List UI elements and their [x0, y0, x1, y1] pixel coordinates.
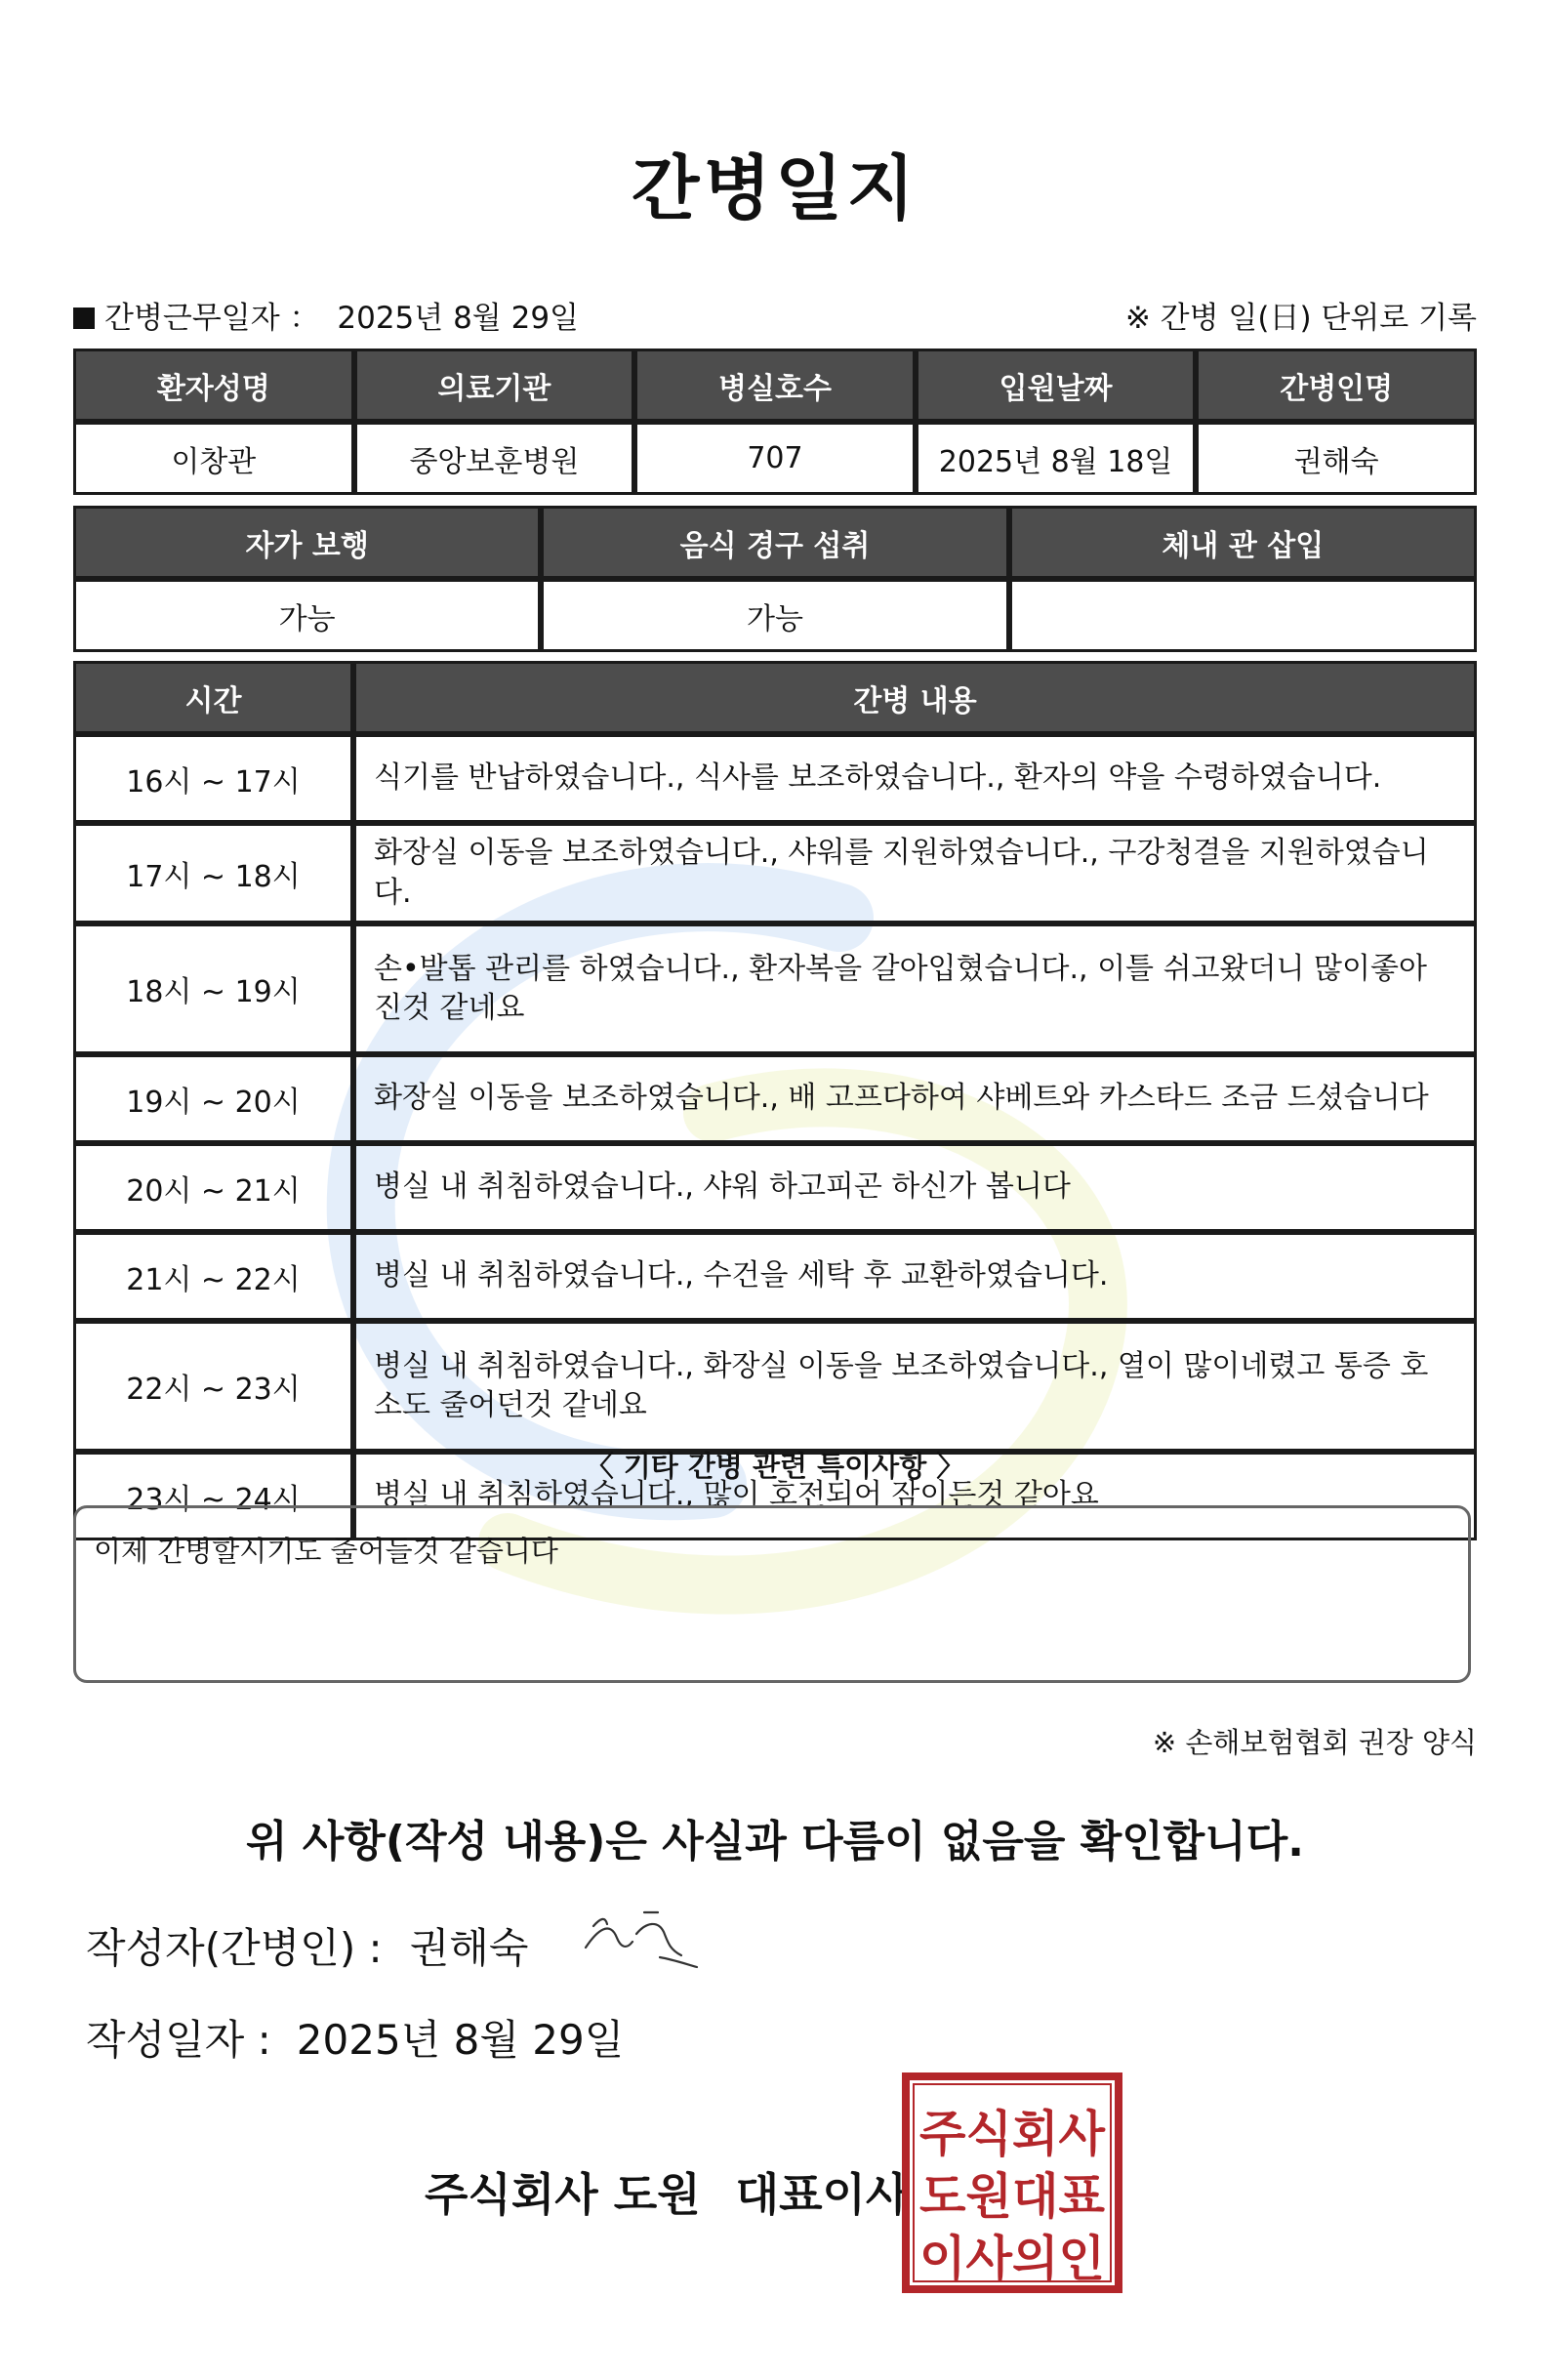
writer-line [86, 1916, 528, 1975]
table-row [73, 1321, 1477, 1452]
patient-status-table [73, 506, 1477, 652]
row-content: 병실 내 취침하였습니다., 수건을 세탁 후 교환하였습니다. [353, 1232, 1477, 1321]
writer-label: 작성자(간병인) : [86, 1924, 383, 1972]
table-row [73, 1054, 1477, 1143]
row-content: 화장실 이동을 보조하였습니다., 샤워를 지원하였습니다., 구강청결을 지원하였습니다. [353, 823, 1477, 923]
row-time: 21시 ~ 22시 [73, 1232, 353, 1321]
table-row [73, 1232, 1477, 1321]
patient-name: 이창관 [73, 422, 354, 495]
row-content: 식기를 반납하였습니다., 식사를 보조하였습니다., 환자의 약을 수령하였습니다. [353, 734, 1477, 823]
row-content: 병실 내 취침하였습니다., 화장실 이동을 보조하였습니다., 열이 많이네렸고 통증 호소도 줄어던것 같네요 [353, 1321, 1477, 1452]
work-date-line [73, 293, 579, 337]
header-patient-name: 환자성명 [73, 349, 354, 422]
header-admission-date: 입원날짜 [916, 349, 1197, 422]
row-content: 손•발톱 관리를 하였습니다., 환자복을 갈아입혔습니다., 이틀 쉬고왔더니 많이좋아 진것 같네요 [353, 923, 1477, 1054]
header-tube: 체내 관 삽입 [1009, 506, 1477, 579]
square-bullet-icon [73, 308, 95, 329]
written-date-label: 작성일자 : [86, 2016, 271, 2064]
company-name: 주식회사 도원 [425, 2168, 701, 2221]
row-time: 20시 ~ 21시 [73, 1143, 353, 1232]
header-room: 병실호수 [634, 349, 916, 422]
special-notes-box [73, 1505, 1471, 1683]
seal-text-row-1: 주식회사 [919, 2106, 1106, 2162]
record-unit-note: ※ 간병 일(日) 단위로 기록 [1124, 301, 1477, 336]
company-line [425, 2159, 909, 2224]
table-row [73, 923, 1477, 1054]
row-content: 화장실 이동을 보조하였습니다., 배 고프다하여 샤베트와 카스타드 조금 드셨습니다 [353, 1054, 1477, 1143]
seal-text-row-2: 도원대표 [919, 2168, 1106, 2225]
row-time: 19시 ~ 20시 [73, 1054, 353, 1143]
table-row [73, 1143, 1477, 1232]
header-care-content: 간병 내용 [353, 661, 1477, 734]
patient-info-table [73, 349, 1477, 495]
header-oral-intake: 음식 경구 섭취 [541, 506, 1008, 579]
caregiver-name: 권해숙 [1196, 422, 1477, 495]
company-seal-stamp [902, 2072, 1122, 2293]
recommended-form-note: ※ 손해보험협회 권장 양식 [1152, 1726, 1477, 1759]
row-content: 병실 내 취침하였습니다., 샤워 하고피곤 하신가 봅니다 [353, 1143, 1477, 1232]
company-title: 대표이사 [735, 2168, 910, 2221]
header-caregiver: 간병인명 [1196, 349, 1477, 422]
row-time: 23시 ~ 24시 [73, 1452, 353, 1540]
table-row [73, 823, 1477, 923]
header-hospital: 의료기관 [354, 349, 635, 422]
seal-text-row-3: 이사의인 [919, 2231, 1105, 2287]
admission-date: 2025년 8월 18일 [916, 422, 1197, 495]
header-time: 시간 [73, 661, 353, 734]
tube-status [1009, 579, 1477, 652]
work-date-value: 2025년 8월 29일 [337, 301, 579, 336]
row-time: 22시 ~ 23시 [73, 1321, 353, 1452]
special-notes-title: 〈 기타 간병 관련 특이사항 〉 [585, 1450, 965, 1483]
special-notes-content: 이제 간병할시기도 줄어들것 같습니다 [94, 1535, 558, 1568]
row-time: 16시 ~ 17시 [73, 734, 353, 823]
work-date-label: 간병근무일자 ： [104, 301, 320, 336]
writer-name: 권해숙 [409, 1924, 529, 1972]
row-time: 17시 ~ 18시 [73, 823, 353, 923]
written-date-value: 2025년 8월 29일 [296, 2016, 625, 2064]
table-row [73, 734, 1477, 823]
written-date-line [86, 2008, 624, 2067]
row-content: 병실 내 취침하였습니다., 많이 호전되어 잠이든것 같아요 [353, 1452, 1477, 1540]
page-title: 간병일지 [631, 147, 919, 229]
handwritten-signature [576, 1899, 703, 1977]
room-number: 707 [634, 422, 916, 495]
hospital-name: 중앙보훈병원 [354, 422, 635, 495]
row-time: 18시 ~ 19시 [73, 923, 353, 1054]
care-log-table [73, 661, 1477, 1540]
walking-status: 가능 [73, 579, 541, 652]
confirmation-statement: 위 사항(작성 내용)은 사실과 다름이 없음을 확인합니다. [246, 1817, 1304, 1867]
header-walking: 자가 보행 [73, 506, 541, 579]
oral-intake-status: 가능 [541, 579, 1008, 652]
